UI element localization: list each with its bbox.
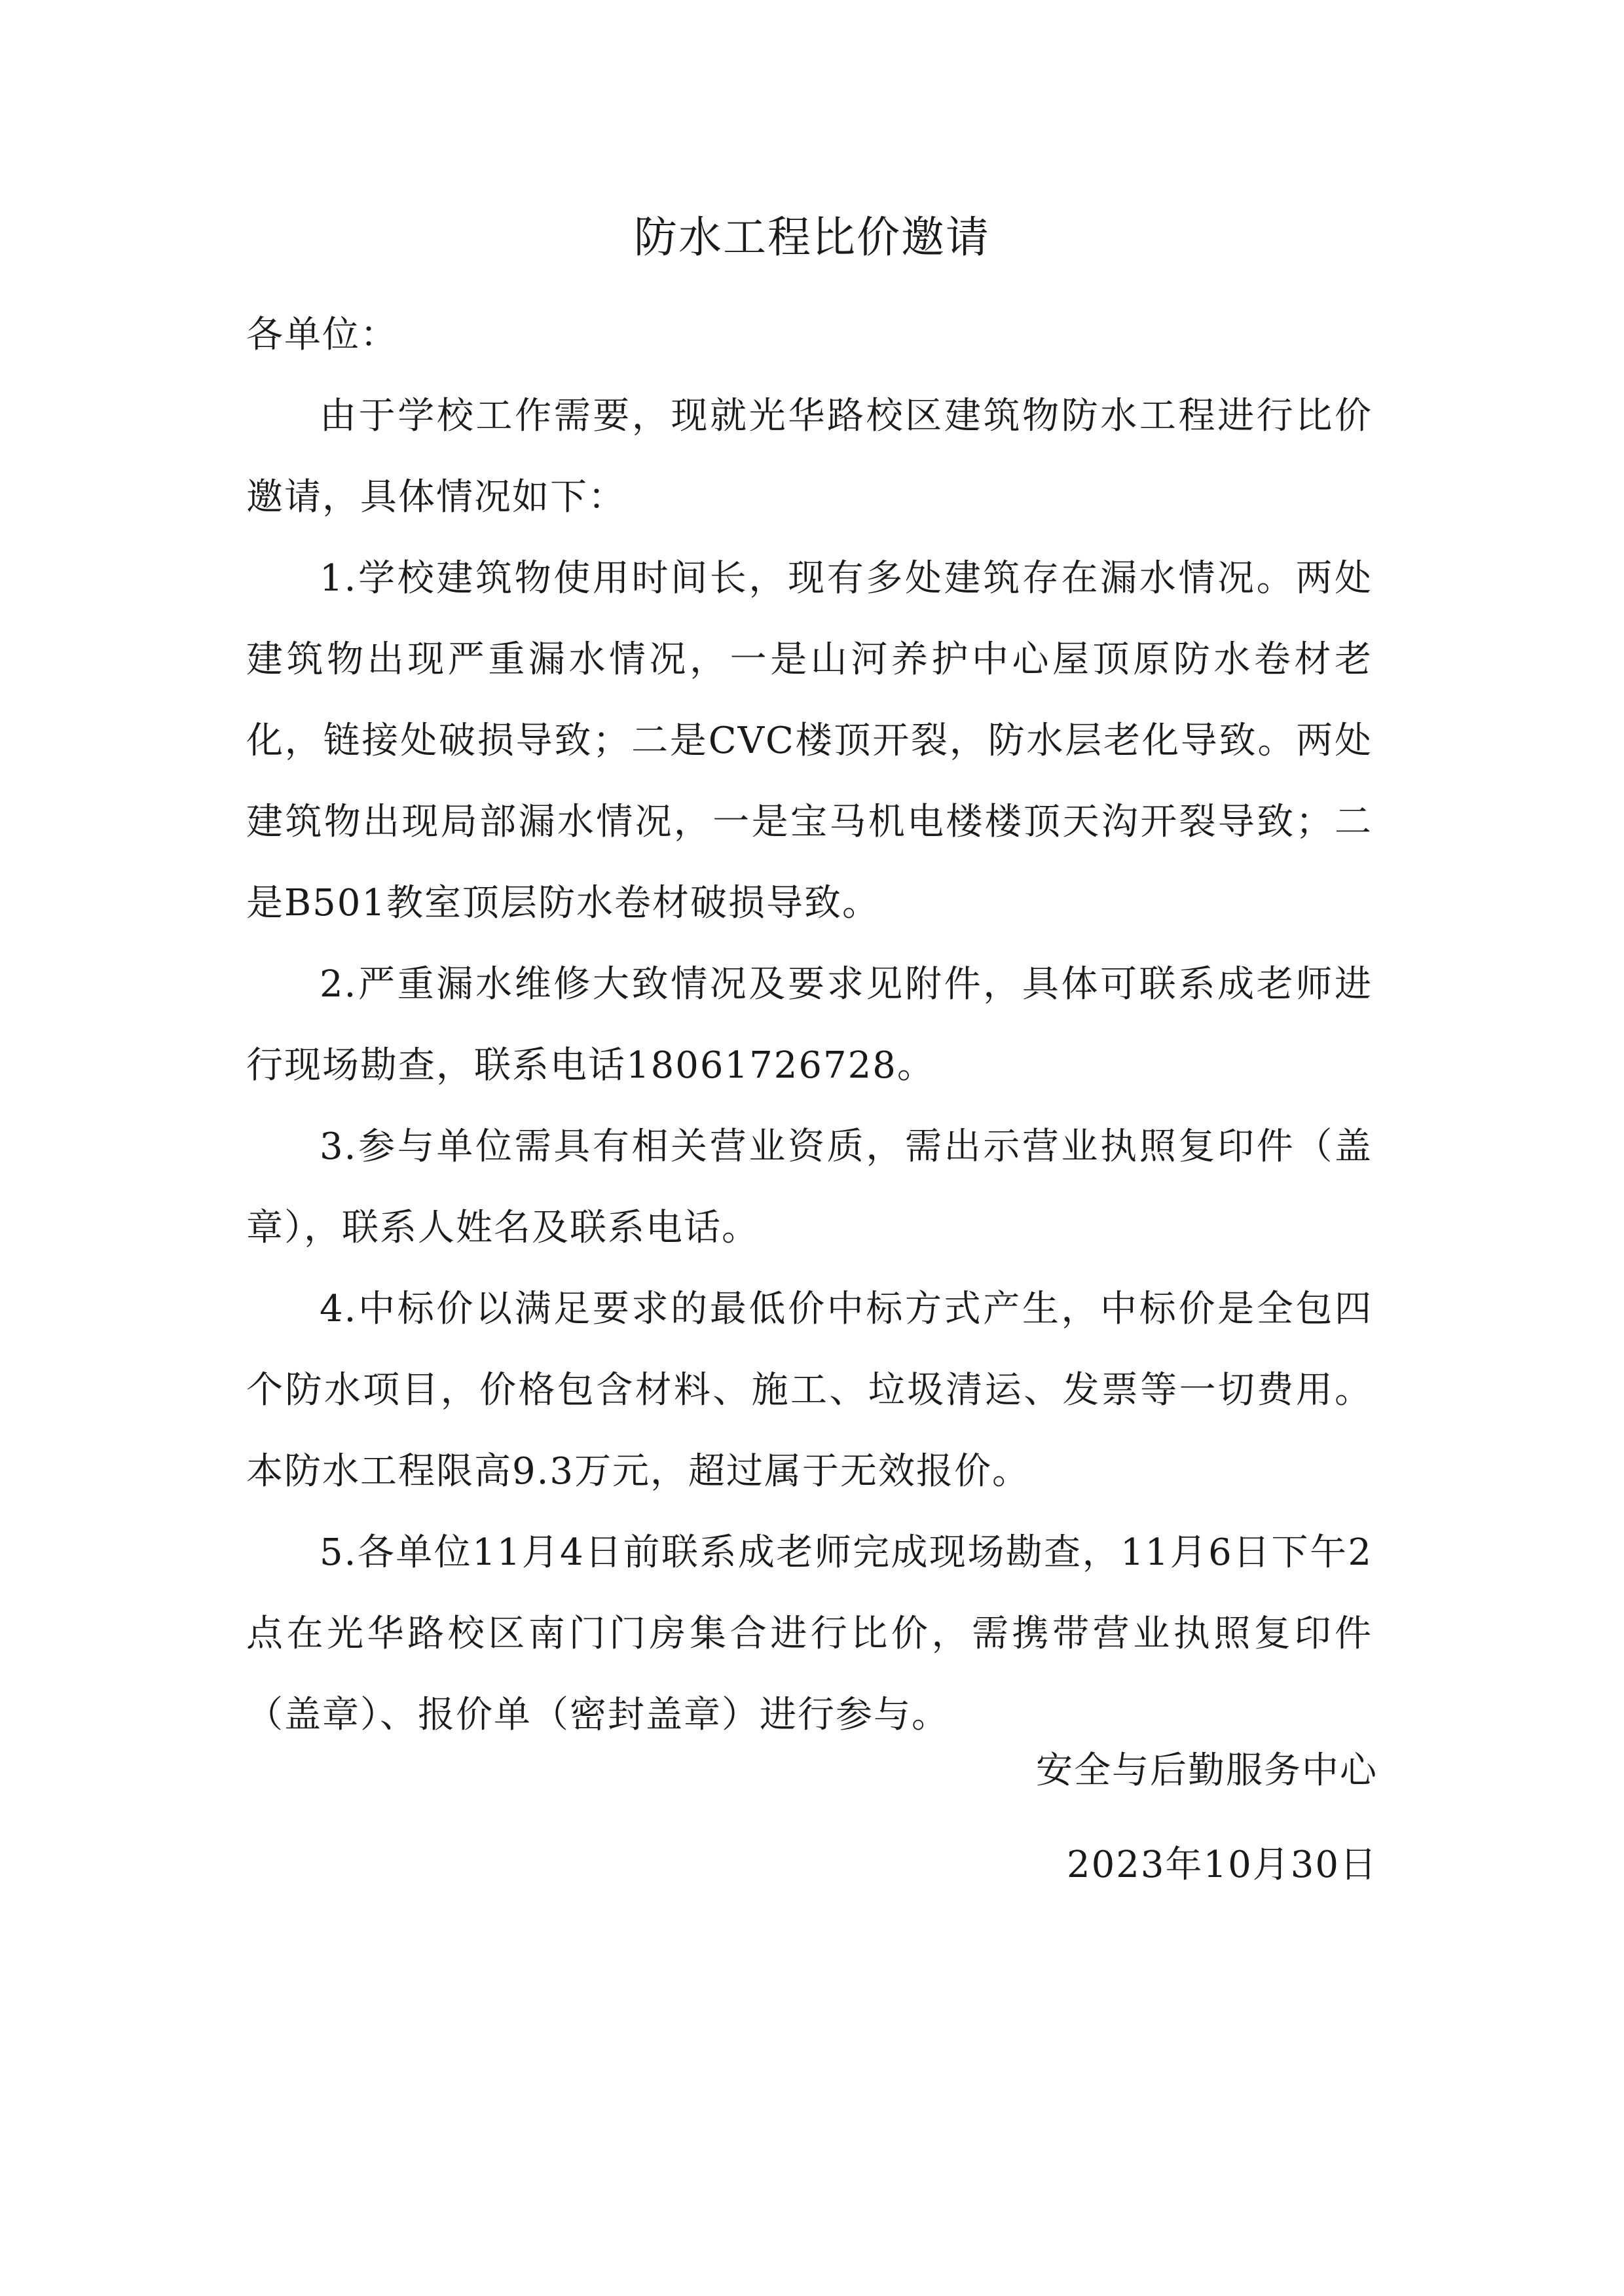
item-paragraph-1: 1.学校建筑物使用时间长，现有多处建筑存在漏水情况。两处建筑物出现严重漏水情况，一是山河养护中心屋顶原防水卷材老化，链接处破损导致；二是CVC楼顶开裂，防水层老化导致。两处建筑物出现局部漏水情况，一是宝马机电楼楼顶天沟开裂导致；二是B501教室顶层防水卷材破损导致。 (246, 557, 1373, 924)
signature-date: 2023年10月30日 (1066, 1844, 1378, 1886)
item-paragraph-3: 3.参与单位需具有相关营业资质，需出示营业执照复印件（盖章），联系人姓名及联系电话。 (246, 1125, 1373, 1249)
document-title: 防水工程比价邀请 (634, 212, 990, 263)
item-paragraph-2: 2.严重漏水维修大致情况及要求见附件，具体可联系成老师进行现场勘查，联系电话18061726728。 (246, 963, 1373, 1087)
document-body (246, 295, 1373, 1756)
item-paragraph-4: 4.中标价以满足要求的最低价中标方式产生，中标价是全包四个防水项目，价格包含材料、施工、垃圾清运、发票等一切费用。本防水工程限高9.3万元，超过属于无效报价。 (246, 1288, 1373, 1493)
item-paragraph-5: 5.各单位11月4日前联系成老师完成现场勘查，11月6日下午2点在光华路校区南门门房集合进行比价，需携带营业执照复印件（盖章）、报价单（密封盖章）进行参与。 (246, 1531, 1373, 1736)
signature-organization: 安全与后勤服务中心 (1036, 1749, 1378, 1792)
intro-paragraph: 由于学校工作需要，现就光华路校区建筑物防水工程进行比价邀请，具体情况如下： (246, 395, 1373, 519)
salutation: 各单位： (246, 314, 398, 356)
